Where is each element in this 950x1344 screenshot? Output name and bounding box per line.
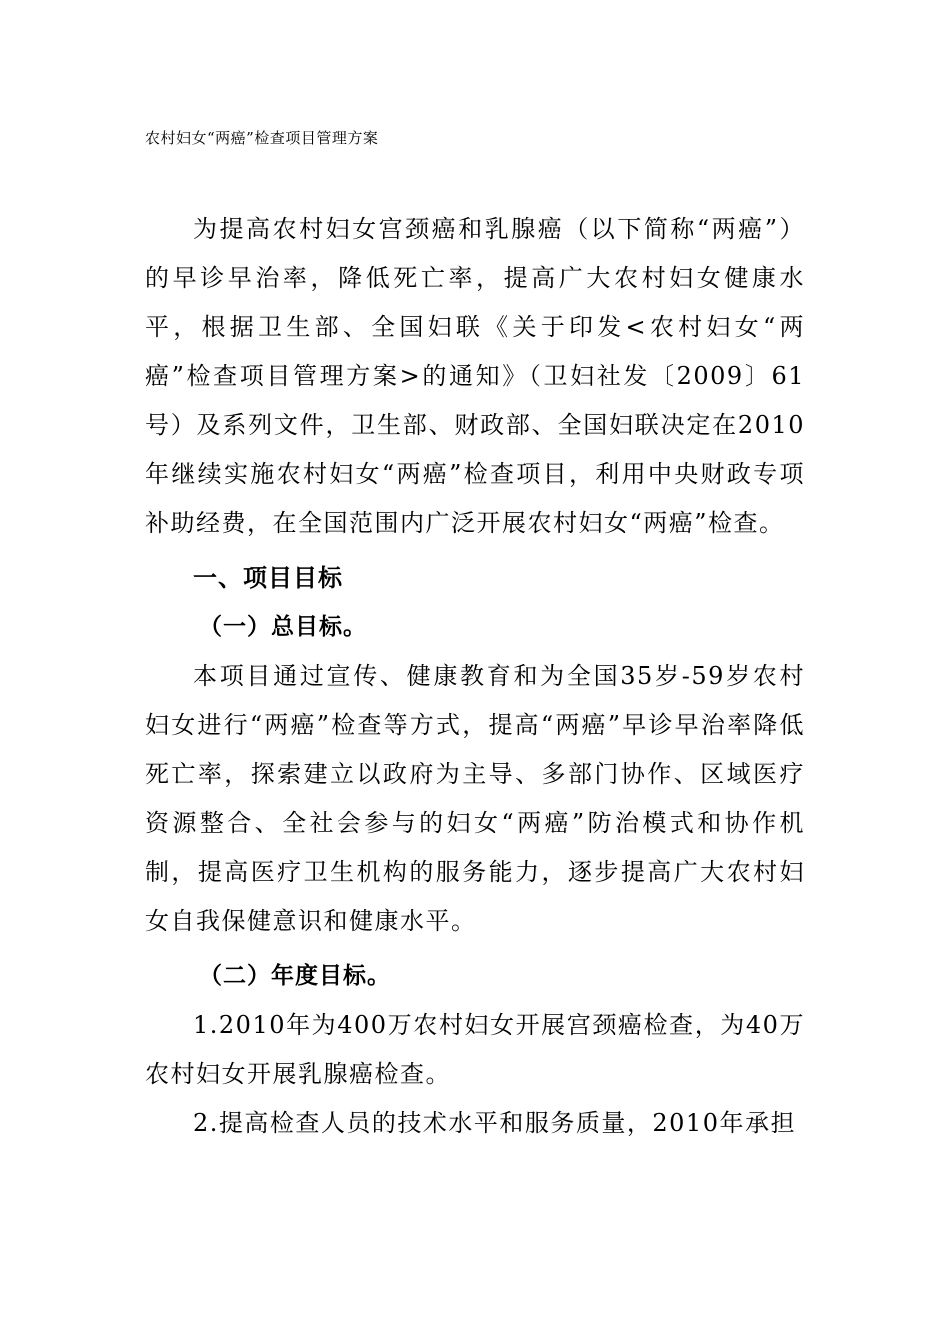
overall-goal-paragraph: 本项目通过宣传、健康教育和为全国35岁-59岁农村妇女进行“两癌”检查等方式，提高“两癌”早诊早治率降低死亡率，探索建立以政府为主导、多部门协作、区域医疗资源整合、全社会参与的妇女“两癌”防治模式和协作机制，提高医疗卫生机构的服务能力，逐步提高广大农村妇女自我保健意识和健康水平。 (145, 662, 805, 935)
intro-paragraph: 为提高农村妇女宫颈癌和乳腺癌（以下简称“两癌”）的早诊早治率，降低死亡率，提高广大农村妇女健康水平，根据卫生部、全国妇联《关于印发<农村妇女“两癌”检查项目管理方案>的通知》（卫妇社发〔2009〕61号）及系列文件，卫生部、财政部、全国妇联决定在2010年继续实施农村妇女“两癌”检查项目，利用中央财政专项补助经费，在全国范围内广泛开展农村妇女“两癌”检查。 (145, 215, 805, 537)
subsection-heading-overall-goal: （一）总目标。 (199, 614, 367, 640)
running-title: 农村妇女“两癌”检查项目管理方案 (145, 129, 379, 147)
annual-goal-item-1: 1.2010年为400万农村妇女开展宫颈癌检查，为40万农村妇女开展乳腺癌检查。 (145, 1011, 805, 1088)
subsection-heading-annual-goal: （二）年度目标。 (199, 963, 391, 989)
section-heading-project-goals: 一、项目目标 (193, 564, 343, 592)
annual-goal-item-2: 2.提高检查人员的技术水平和服务质量，2010年承担 (193, 1109, 796, 1137)
document-body (145, 205, 805, 1148)
